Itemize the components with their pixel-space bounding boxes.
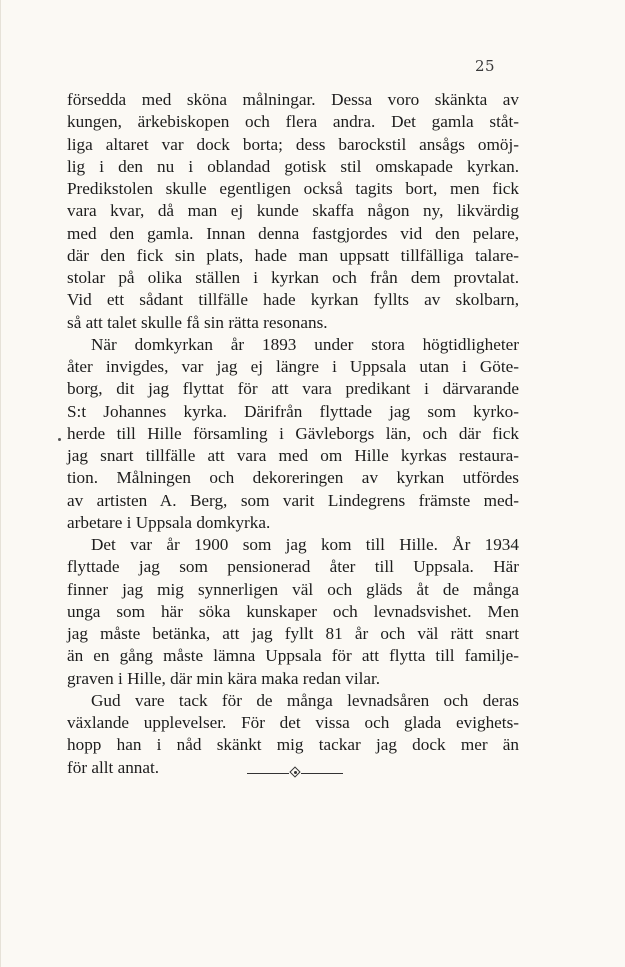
ornament-rule-left <box>247 773 289 774</box>
text-line: lig i den nu i oblandad gotisk stil omskapade kyrkan. <box>67 156 519 176</box>
end-ornament <box>247 767 343 779</box>
text-line: borg, dit jag flyttat för att vara predikant i därvarande <box>67 379 519 399</box>
text-line: liga altaret var dock borta; dess barockstil ansågs omöj- <box>67 134 519 154</box>
text-line: vara kvar, då man ej kunde skaffa någon ny, likvärdig <box>67 201 519 221</box>
text-line: så att talet skulle få sin rätta resonans. <box>67 312 328 332</box>
text-line: av artisten A. Berg, som varit Lindegrens främste med- <box>67 490 519 510</box>
text-line: Det var år 1900 som jag kom till Hille. År 1934 <box>91 535 519 554</box>
ornament-rule-right <box>301 773 343 774</box>
text-line: jag måste betänka, att jag fyllt 81 år och väl rätt snart <box>67 624 519 643</box>
text-line: Gud vare tack för de många levnadsåren och deras <box>91 690 519 710</box>
text-line: åter invigdes, var jag ej längre i Uppsala utan i Göte- <box>67 357 519 376</box>
text-line: försedda med sköna målningar. Dessa voro skänkta av <box>67 90 519 109</box>
text-line: Predikstolen skulle egentligen också tagits bort, men fick <box>67 179 519 198</box>
text-line: finner jag mig synnerligen väl och gläds åt de många <box>67 579 519 599</box>
text-line: unga som här söka kunskaper och levnadsvishet. Men <box>67 601 519 621</box>
text-line: jag snart tillfälle att vara med om Hille kyrkas restaura- <box>67 446 519 465</box>
margin-mark <box>58 438 61 441</box>
text-line: När domkyrkan år 1893 under stora högtidligheter <box>91 334 519 354</box>
text-line: S:t Johannes kyrka. Därifrån flyttade jag som kyrko- <box>67 401 519 421</box>
text-line: arbetare i Uppsala domkyrka. <box>67 512 271 532</box>
text-line: Vid ett sådant tillfälle hade kyrkan fyllts av skolbarn, <box>67 290 519 310</box>
text-line: hopp han i nåd skänkt mig tackar jag dock mer än <box>67 735 519 755</box>
text-line: än en gång måste lämna Uppsala för att flytta till familje- <box>67 646 519 666</box>
text-line: stolar på olika ställen i kyrkan och från dem provtalat. <box>67 268 519 287</box>
text-line: herde till Hille församling i Gävleborgs län, och där fick <box>67 423 519 443</box>
text-line: med den gamla. Innan denna fastgjordes vid den pelare, <box>67 223 519 243</box>
text-line: graven i Hille, där min kära maka redan vilar. <box>67 668 381 688</box>
text-line: för allt annat. <box>67 757 160 777</box>
page-number: 25 <box>475 57 496 75</box>
text-line: där den fick sin plats, hade man uppsatt tillfälliga talare- <box>67 245 519 265</box>
body-text <box>67 89 519 779</box>
text-line: växlande upplevelser. För det vissa och glada evighets- <box>67 713 519 732</box>
ornament-dot-icon <box>294 771 297 774</box>
text-line: tion. Målningen och dekoreringen av kyrkan utfördes <box>67 468 519 488</box>
text-line: flyttade jag som pensionerad åter till Uppsala. Här <box>67 557 519 577</box>
text-line: kungen, ärkebiskopen och flera andra. Det gamla ståt- <box>67 112 519 132</box>
